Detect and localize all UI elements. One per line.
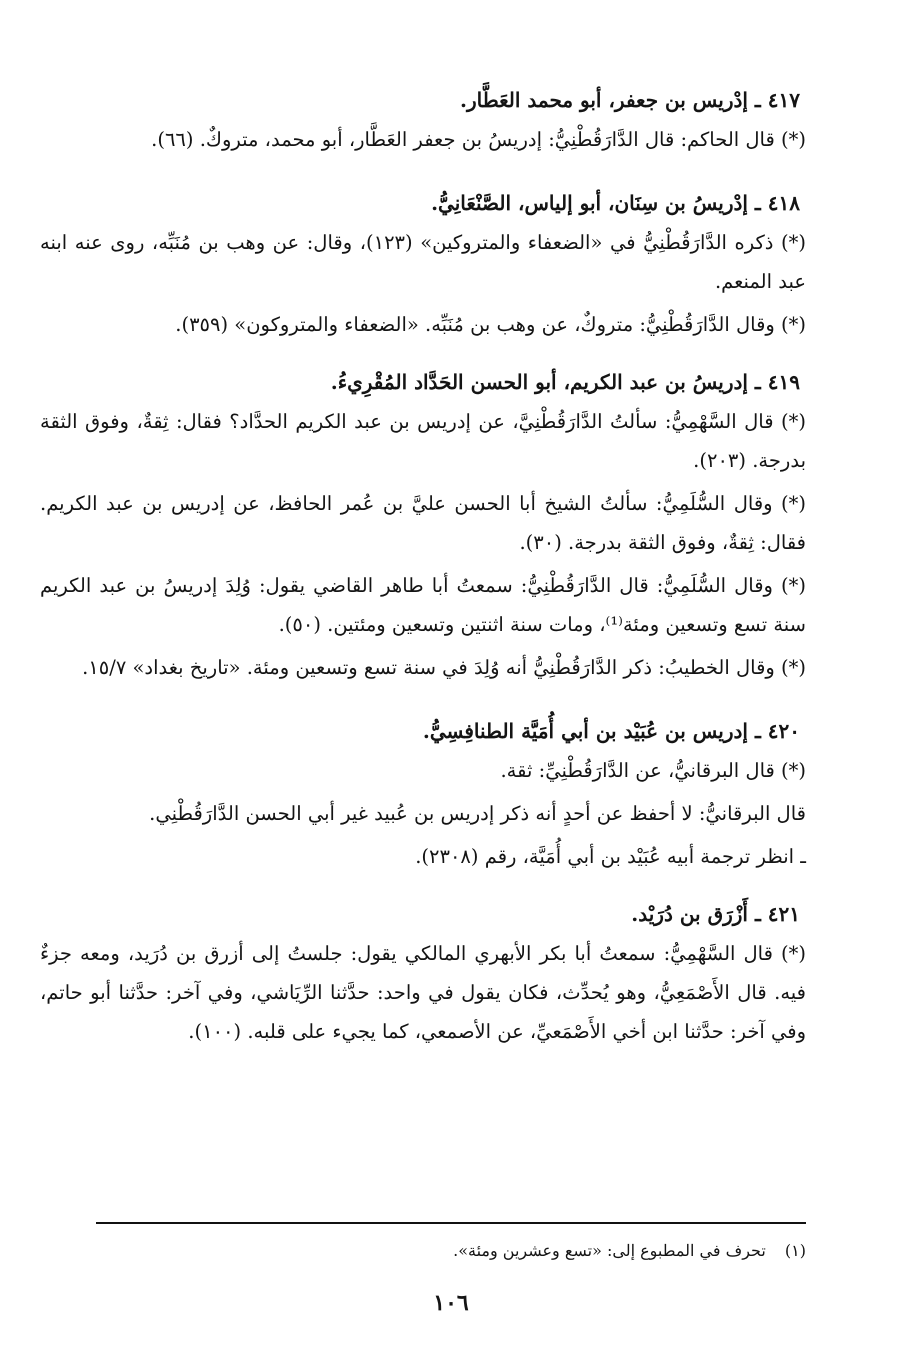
entry-417 xyxy=(40,80,806,159)
footnote-divider xyxy=(96,1222,806,1224)
entry-paragraph: ـ انظر ترجمة أبيه عُبَيْد بن أبي أُمَيَّة، رقم (٢٣٠٨). xyxy=(415,845,806,868)
entry-418 xyxy=(40,183,806,344)
entry-paragraph: (*) وقال السُّلَمِيُّ: سألتُ الشيخ أبا الحسن عليَّ بن عُمر الحافظ، عن إدريس بن عبد الكريم. فقال: ثِقةٌ، وفوق الثقة بدرجة. (٣٠). xyxy=(40,492,806,554)
entry-421 xyxy=(40,894,806,1051)
entry-heading: ٤٢١ ـ أَزْرَق بن دُرَيْد. xyxy=(631,902,800,926)
page-body xyxy=(40,80,806,1055)
entry-paragraph: (*) قال السَّهْمِيُّ: سألتُ الدَّارَقُطْنِيَّ، عن إدريس بن عبد الكريم الحدَّاد؟ فقال: ثِقةٌ، وفوق الثقة بدرجة. (٢٠٣). xyxy=(40,410,806,472)
entry-paragraph: (*) قال الحاكم: قال الدَّارَقُطْنِيُّ: إدريسُ بن جعفر العَطَّار، أبو محمد، متروكٌ. (٦٦). xyxy=(151,128,806,151)
entry-heading: ٤١٨ ـ إدْريسُ بن سِنَان، أبو إلياس، الصَّنْعَانِيُّ. xyxy=(431,191,800,215)
entry-heading: ٤١٧ ـ إدْريس بن جعفر، أبو محمد العَطَّار. xyxy=(460,88,800,112)
footnote-text: تحرف في المطبوع إلى: «تسع وعشرين ومئة». xyxy=(453,1241,766,1260)
page-number: ١٠٦ xyxy=(433,1290,469,1316)
entry-paragraph: (*) قال البرقانيُّ، عن الدَّارَقُطْنِيِّ: ثقة. xyxy=(500,759,806,782)
footnote xyxy=(106,1238,806,1264)
entry-heading: ٤١٩ ـ إدريسُ بن عبد الكريم، أبو الحسن الحَدَّاد المُقْرِيءُ. xyxy=(330,370,800,394)
entry-paragraph: (*) قال السَّهْمِيُّ: سمعتُ أبا بكر الأبهري المالكي يقول: جلستُ إلى أزرق بن دُرَيد، ومعه جزءٌ فيه. قال الأَصْمَعِيُّ، وهو يُحدِّث، فكان يقول في واحد: حدَّثنا الرِّيَاشي، وفي آخر: حدَّثنا أبو حاتم، وفي آخر: حدَّثنا ابن أخي الأَصْمَعيِّ، عن الأصمعي، كما يجيء على قلبه. (١٠٠). xyxy=(40,942,806,1043)
entry-419 xyxy=(40,362,806,687)
entry-paragraph: (*) ذكره الدَّارَقُطْنِيُّ في «الضعفاء والمتروكين» (١٢٣)، وقال: عن وهب بن مُنَبِّه، روى عنه ابنه عبد المنعم. xyxy=(40,231,806,293)
entry-paragraph: (*) وقال السُّلَمِيُّ: قال الدَّارَقُطْنِيُّ: سمعتُ أبا طاهر القاضي يقول: وُلِدَ إدريسُ بن عبد الكريم سنة تسع وتسعين ومئة⁽¹⁾، ومات سنة اثنتين وتسعين ومئتين. (٥٠). xyxy=(40,574,806,636)
entry-420 xyxy=(40,711,806,876)
entry-paragraph: قال البرقانيُّ: لا أحفظ عن أحدٍ أنه ذكر إدريس بن عُبيد غير أبي الحسن الدَّارَقُطْنِي. xyxy=(149,802,806,825)
entry-paragraph: (*) وقال الدَّارَقُطْنِيُّ: متروكٌ، عن وهب بن مُنَبِّه. «الضعفاء والمتروكون» (٣٥٩). xyxy=(175,313,806,336)
entry-paragraph: (*) وقال الخطيبُ: ذكر الدَّارَقُطْنِيُّ أنه وُلِدَ في سنة تسع وتسعين ومئة. «تاريخ بغداد» ١٥/٧. xyxy=(82,656,806,679)
entry-heading: ٤٢٠ ـ إدريس بن عُبَيْد بن أبي أُمَيَّة الطنافِسِيُّ. xyxy=(422,719,800,743)
footnote-marker: (١) xyxy=(784,1241,806,1260)
